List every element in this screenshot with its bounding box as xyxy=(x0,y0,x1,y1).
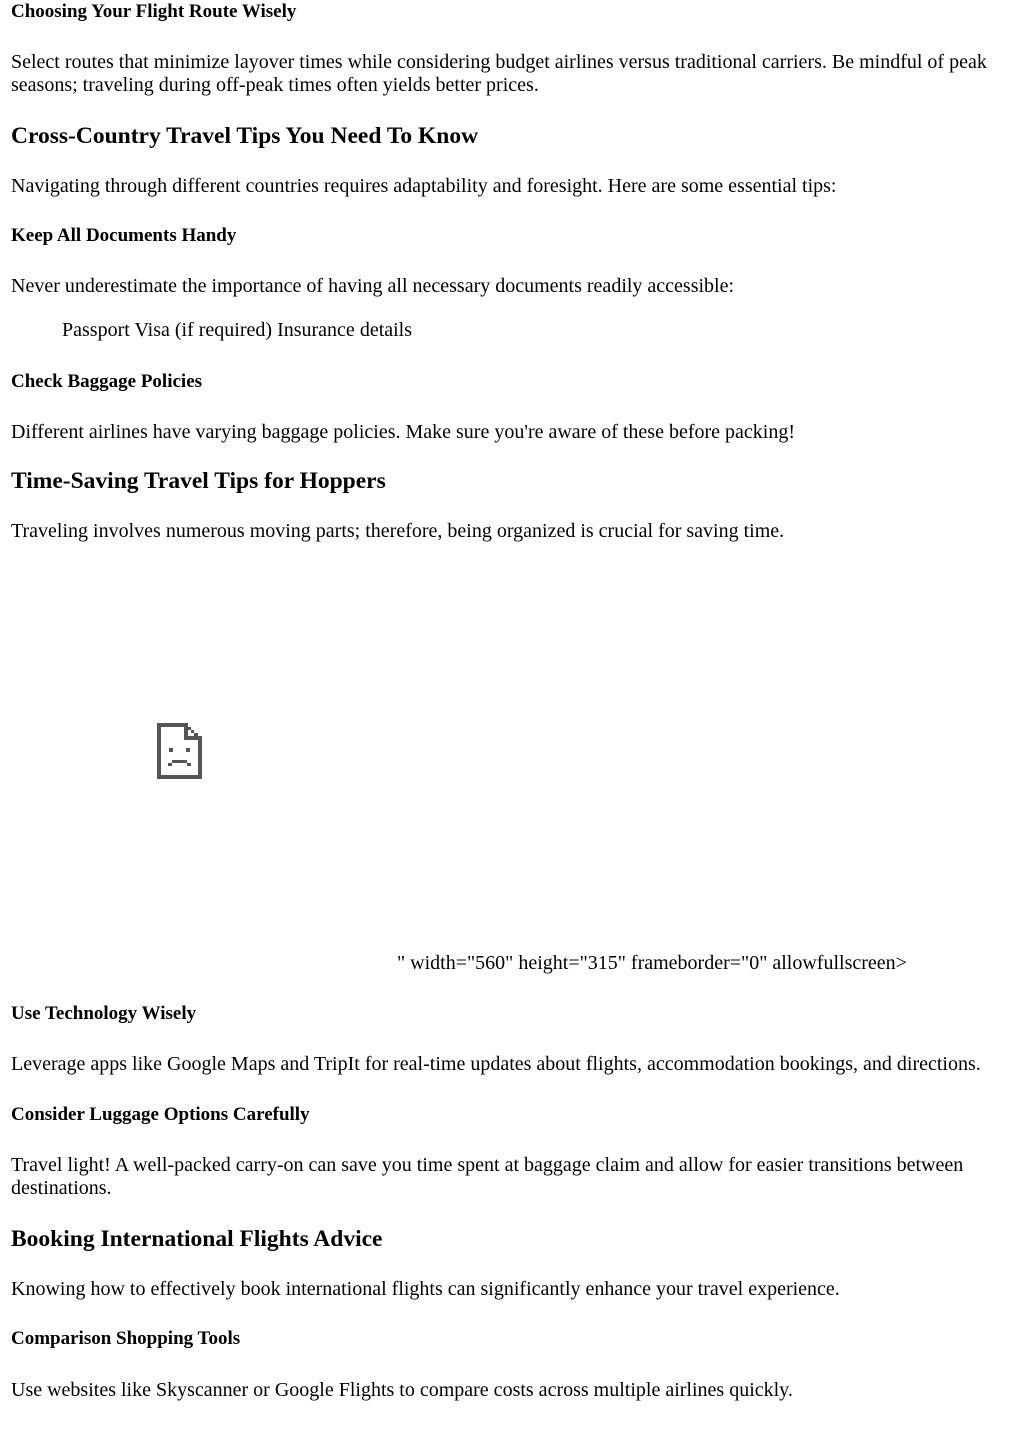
heading-cross-country-tips: Cross-Country Travel Tips You Need To Know xyxy=(11,123,479,149)
paragraph-documents: Never underestimate the importance of having all necessary documents readily accessible: xyxy=(11,275,735,297)
list-item: Insurance details xyxy=(277,319,413,341)
heading-choosing-flight-route: Choosing Your Flight Route Wisely xyxy=(11,1,297,22)
heading-booking-international: Booking International Flights Advice xyxy=(11,1226,383,1252)
list-item: Visa (if required) xyxy=(134,319,273,341)
heading-comparison-tools: Comparison Shopping Tools xyxy=(11,1328,241,1349)
paragraph-baggage: Different airlines have varying baggage policies. Make sure you're aware of these before packing! xyxy=(11,421,796,443)
heading-baggage-policies: Check Baggage Policies xyxy=(11,371,203,392)
paragraph-booking: Knowing how to effectively book international flights can significantly enhance your travel experience. xyxy=(11,1278,840,1300)
paragraph-cross-country: Navigating through different countries requires adaptability and foresight. Here are some essential tips: xyxy=(11,175,837,197)
paragraph-luggage: Travel light! A well-packed carry-on can save you time spent at baggage claim and allow for easier transitions between destinations. xyxy=(11,1154,964,1199)
broken-page-icon xyxy=(157,723,202,779)
paragraph-comparison: Use websites like Skyscanner or Google Flights to compare costs across multiple airlines quickly. xyxy=(11,1379,793,1401)
heading-use-technology: Use Technology Wisely xyxy=(11,1003,197,1024)
documents-list xyxy=(62,319,412,342)
list-item: Passport xyxy=(62,319,130,341)
paragraph-flight-route: Select routes that minimize layover times while considering budget airlines versus traditional carriers. Be mindful of peak seasons; traveling during off-peak times often yields better prices. xyxy=(11,51,987,96)
heading-keep-documents: Keep All Documents Handy xyxy=(11,225,237,246)
embed-markup-text: " width="560" height="315" frameborder="0" allowfullscreen> xyxy=(397,952,907,974)
paragraph-time-saving: Traveling involves numerous moving parts; therefore, being organized is crucial for saving time. xyxy=(11,520,785,542)
paragraph-technology: Leverage apps like Google Maps and TripIt for real-time updates about flights, accommodation bookings, and directions. xyxy=(11,1053,981,1075)
heading-luggage-options: Consider Luggage Options Carefully xyxy=(11,1104,310,1125)
heading-time-saving-tips: Time-Saving Travel Tips for Hoppers xyxy=(11,468,386,494)
